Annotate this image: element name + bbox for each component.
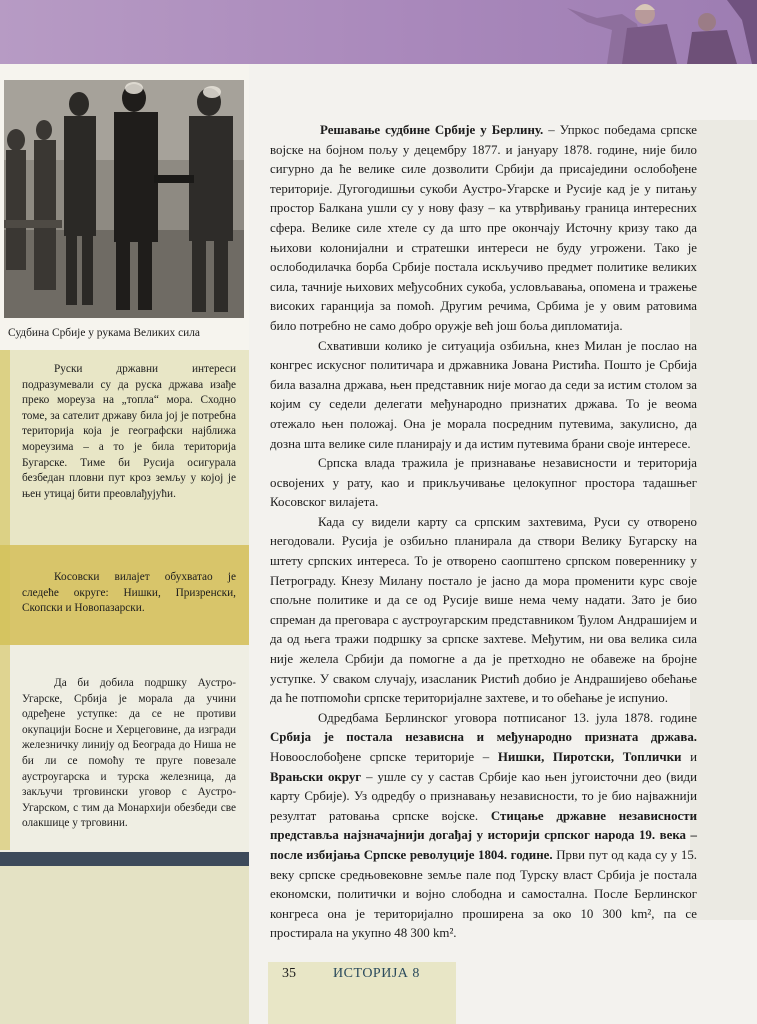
paragraph-text: Новоослобођене српске територије –: [270, 750, 498, 764]
sidebar-bottom-panel: [0, 866, 249, 1024]
sidebar-note-russian-interests: [22, 362, 236, 502]
section-heading: Решавање судбине Србије у Берлину.: [320, 123, 544, 137]
paragraph-treaty: [270, 709, 697, 944]
paragraph-text: Први пут од када су у 15. веку српске средњовековне земље пале под Турску власт Србија је постала економски, политички и војно слободна и самостална. После Берлинског конгреса она је територијално проширена за око 10 300 km², па се простирала на укупно 48 300 km².: [270, 847, 697, 941]
paragraph-text: и: [681, 750, 697, 764]
banner-figures-illustration: [527, 0, 757, 64]
main-body-text: [270, 121, 697, 944]
paragraph-berlin: [270, 121, 697, 337]
note-text: Косовски вилајет обухватао је следеће округе: Нишки, Призренски, Скопски и Новопазарски.: [22, 571, 236, 615]
page-number: 35: [282, 966, 296, 981]
paragraph-demands: Српска влада тражила је признавање независности и територија освојених у рату, као и прикључивање целокупног простора тадашњег Косовског вилајета.: [270, 456, 697, 510]
emphasis-text: Нишки, Пиротски, Топлички: [497, 750, 682, 764]
emphasis-text: Врањски округ: [270, 769, 362, 784]
note-text: Да би добила подршку Аустро-Угарске, Србија је морала да учини одређене уступке: да се не противи окупацији Босне и Херцеговине, да изгради железничку линију од Београда до Ниша не би ли се помоћу те пруге повезале аустроугарска и турска железница, да закључи трговински уговор с Аустро-Угарском, с тим да Монархији обезбеди све олакшице у трговини.: [22, 677, 236, 830]
photo-caption: Судбина Србије у рукама Великих сила: [8, 327, 200, 339]
paragraph-ristic: Схвативши колико је ситуација озбиљна, кнез Милан је послао на конгрес искусног политичара и државника Јована Ристића. Пошто је Србија била вазална држава, њен представник није могао да седи за истим столом за којим су седели делегати међународно признатих држава. То је веома отежало њен положај. Она је морала посредним путевима, закулисно, да дозна шта велике силе планирају и да истим путевима брани своје интересе.: [270, 338, 697, 451]
paragraph-text: Одредбама Берлинског уговора потписаног 13. јула 1878. године: [318, 710, 697, 725]
bleed-through-background: [690, 120, 757, 920]
paragraph-text: – Упркос победама српске војске на бојном пољу у децембру 1877. и јануару 1878. године, није било сигурно да ће велике силе дозволити Србији да присаједини ослобођене територије. Дугогодишњи сукоби Аустро-Угарске и Русије кад је у питању простор Балкана ушли су у нову фазу – ка утврђивању граница интересних сфера. Велике силе хтеле су да што пре окончају Источну кризу тако да њихови колонијални и стратешки интереси не буду угрожени. Тако је ослободилачка борба Србије постала искључиво предмет политике великих сила, тачније њихових међусобних сукоба, условљавања, опомена и тражење високих гаранција за помоћ. Другим речима, Србима је у овим ратовима било потребно не само добро оружје већ још боља дипломатија.: [270, 123, 697, 333]
paragraph-text: – ушле су у састав Србије као њен југоисточни део (види карту Србије). Уз одредбу о признавању независности, то је био најважнији резултат ратовања српске војске.: [270, 769, 697, 823]
sidebar-divider-stripe: [0, 852, 249, 866]
sidebar-note-kosovo-vilayet: [22, 570, 236, 617]
book-subject-label: ИСТОРИЈА 8: [333, 966, 420, 981]
paragraph-russia: Када су видели карту са српским захтевима, Руси су отворено негодовали. Русија је озбиљно планирала да створи Велику Бугарску на штету српских интереса. То је отворено саопштено српском повереннику у Петрограду. Кнезу Милану постало је јасно да мора променити курс своје спољне политике и да се од Русије више нема чему надати. Зато је био спреман да преговара с аустроугарским представником Ђулом Андрашијем и да од њега тражи подршку за српске захтеве. Међутим, ни ова велика сила није желела Србији да помогне а да је претходно не обавеже на бројне уступке. У сваком случају, изасланик Ристић добио је Андрашијево обећање да ће потпомоћи српске територијалне захтеве, и то обећање је испунио.: [270, 514, 697, 706]
note-text: Руски државни интереси подразумевали су да руска држава изађе преко мореуза на „топла“ мора. Сходно томе, за сателит државу била јој је потребна територија која је географски најближа мореузима – а то је била територија Бугарске. Тиме би Русија осигурала безбедан пловни пут кроз земљу у којој је њен утицај бити преовлађујући.: [22, 363, 236, 500]
emphasis-text: Стицање државне независности представља најзначајнији догађај у историји српског народа 19. века – после избијања Српске револуције 1804. године.: [270, 808, 697, 862]
sidebar-edge-strip: [0, 350, 10, 850]
historical-engraving-image: [4, 80, 244, 318]
sidebar-note-austria-hungary: [22, 676, 236, 832]
emphasis-text: Србија је постала независна и међународно призната држава.: [270, 730, 697, 745]
